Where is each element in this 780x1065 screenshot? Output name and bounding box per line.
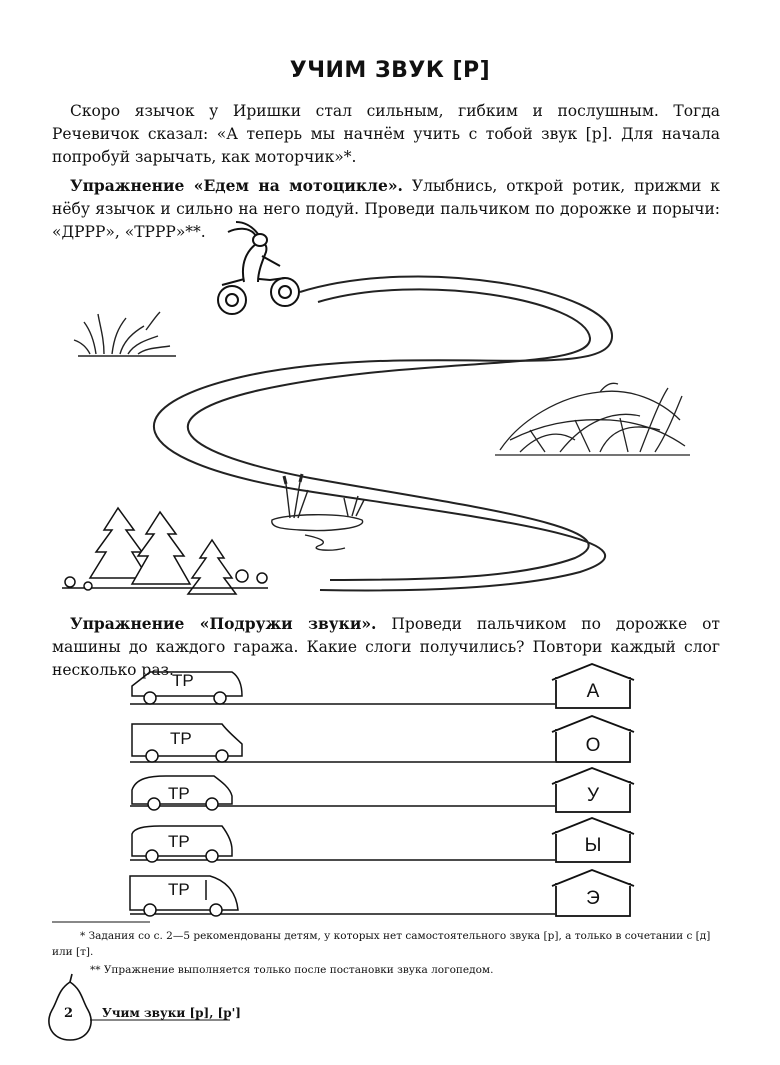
footnote-1: * Задания со с. 2—5 рекомендованы детям, у которых нет самостоятельного звука [р], а только в сочетании с [д] или [т].: [52, 930, 711, 958]
car-3-label: ТР: [168, 784, 190, 803]
exercise1-name: Упражнение «Едем на мотоцикле».: [70, 176, 403, 195]
reed-bush-right: [495, 383, 690, 455]
car-4-label: ТР: [168, 832, 190, 851]
garage-5-label: Э: [586, 888, 600, 909]
page-number: 2: [64, 1006, 74, 1021]
exercise1-text: Улыбнись, открой ротик, прижми к нёбу язычок и сильно на него подуй. Проведи пальчиком по дорожке и порычи: «ДРРР», «ТРРР»**.: [52, 177, 720, 241]
exercise2-text: Проведи пальчиком по дорожке от машины до каждого гаража. Какие слоги получились? Повтори каждый слог несколько раз.: [52, 615, 720, 679]
page-title: УЧИМ ЗВУК [Р]: [289, 58, 491, 83]
garage-3-label: У: [586, 785, 600, 806]
garage-1-label: А: [586, 681, 600, 702]
winding-road[interactable]: [154, 276, 612, 590]
intro-paragraph: Скоро язычок у Иришки стал сильным, гибким и послушным. Тогда Речевичок сказал: «А теперь мы начнём учить с тобой звук [р]. Для начала попробуй зарычать, как моторчик»*.: [52, 102, 720, 166]
grass-tuft-left: [74, 312, 176, 356]
footnote-2: ** Упражнение выполняется только после постановки звука логопедом.: [90, 964, 494, 976]
car-1-label: ТР: [172, 671, 194, 690]
garage-4-label: Ы: [584, 835, 602, 856]
garage-2-label: О: [585, 735, 601, 756]
exercise2-name: Упражнение «Подружи звуки».: [70, 614, 377, 633]
exercise2-paragraph: [52, 612, 720, 682]
fir-trees: [62, 508, 268, 594]
car-5-label: ТР: [168, 880, 190, 899]
rabbit-on-motorcycle: [218, 222, 299, 314]
footer-title: Учим звуки [р], [р']: [102, 1006, 241, 1020]
car-2-label: ТР: [170, 729, 192, 748]
